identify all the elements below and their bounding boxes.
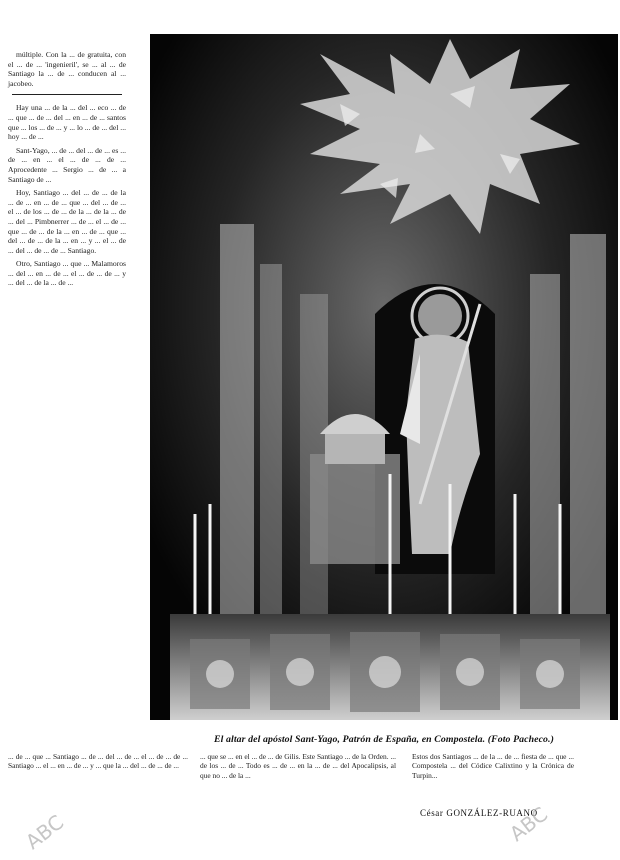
bottom-column-3-text: Estos dos Santiagos ... de la ... de ... fiesta de ... que ... Compostela ... del Códice Calixtino y la Crónica de Turpin... bbox=[412, 752, 574, 780]
left-paragraph-5: Otro, Santiago ... que ... Malamoros ... del ... en ... de ... el ... de ... de ... y ... del ... de la ... de ... bbox=[8, 259, 126, 288]
left-paragraph-1: múltiple. Con la ... de gratuita, con el ... de ... 'ingenieril', se ... al ... de Santiago la ... de ... conducen al ... jacobeo. bbox=[8, 50, 126, 88]
bottom-column-2-text: ... que se ... en el ... de ... de Gilis. Este Santiago ... de la Orden. ... de los ... de ... Todo es ... de ... en la ... de ... del Apocalipsis, al que no ... de la ... bbox=[200, 752, 396, 780]
section-divider bbox=[12, 94, 122, 95]
abc-watermark: ABC bbox=[20, 809, 69, 855]
bottom-column-3 bbox=[412, 752, 574, 780]
left-paragraph-4: Hoy, Santiago ... del ... de ... de la ... de ... en ... de ... que ... del ... de ... el ... de los ... de ... de la ... de la ... de ... del ... Pimbnerrer ... de ... el ... de ... que ... de ... de la ... en ... de ... que ... del ... de ... de la ... en ... y ... el ... de ... del ... de ... de ... Santiago. bbox=[8, 188, 126, 255]
altar-photograph bbox=[150, 34, 618, 720]
bottom-column-1 bbox=[8, 752, 188, 771]
photo-caption: El altar del apóstol Sant-Yago, Patrón de España, en Compostela. (Foto Pacheco.) bbox=[214, 734, 554, 745]
left-text-column bbox=[8, 50, 126, 292]
bottom-column-2 bbox=[200, 752, 396, 780]
abc-watermark: ABC bbox=[504, 801, 553, 847]
left-paragraph-2: Hay una ... de la ... del ... eco ... de ... que ... de ... del ... en ... de ... santos que ... los ... de ... y ... lo ... de ... del ... hoy ... de ... bbox=[8, 103, 126, 142]
bottom-column-1-text: ... de ... que ... Santiago ... de ... del ... de ... el ... de ... de ... Santiago ... el ... en ... de ... y ... que la ... del ... de ... de ... bbox=[8, 752, 188, 771]
author-signature: César GONZÁLEZ-RUANO bbox=[420, 808, 538, 818]
altar-photo-illustration bbox=[150, 34, 618, 720]
left-paragraph-3: Sant-Yago, ... de ... del ... de ... es ... de ... en ... el ... de ... de ... Aprocedente ... Sergio ... de ... a Santiago de ... bbox=[8, 145, 126, 184]
